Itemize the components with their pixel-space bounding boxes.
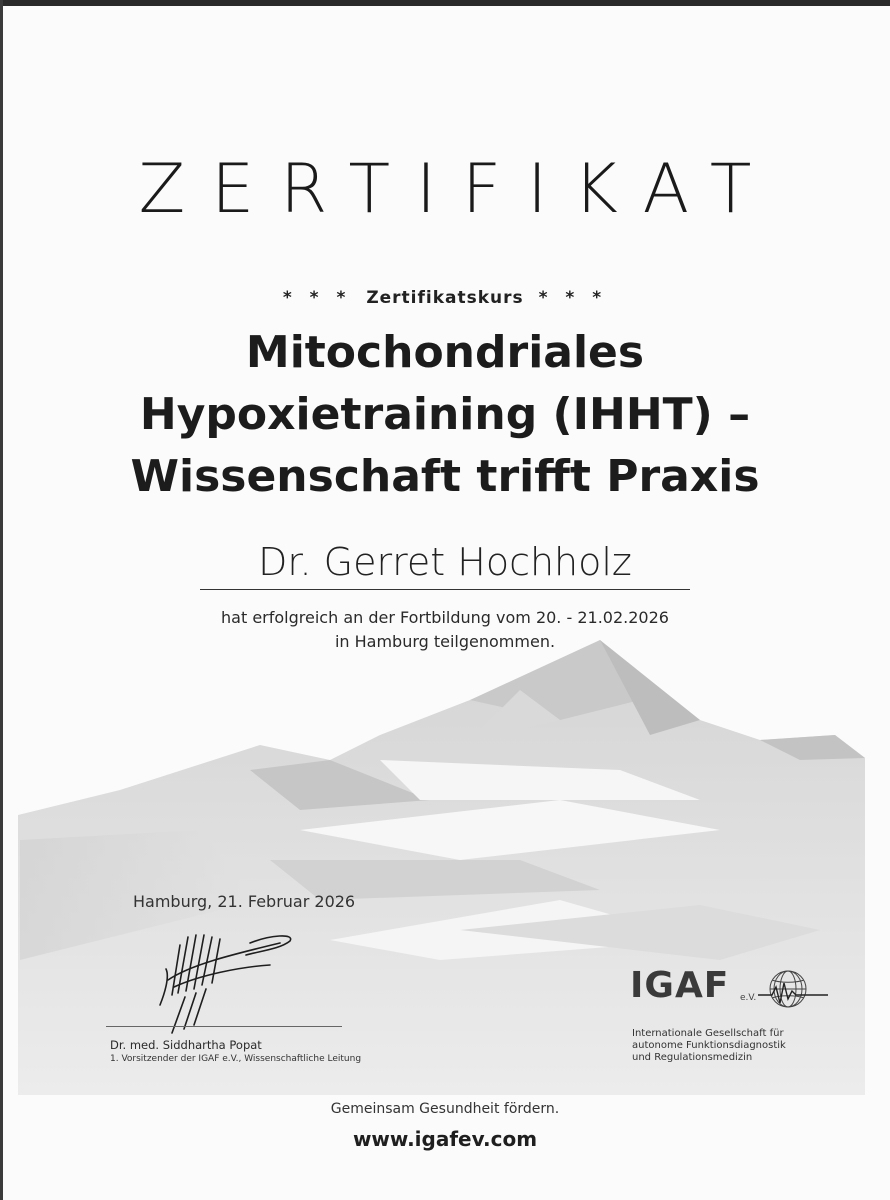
organization-line-3: und Regulationsmedizin (632, 1052, 753, 1063)
course-title (0, 322, 890, 508)
place-and-date: Hamburg, 21. Februar 2026 (133, 892, 356, 911)
organization-name (632, 1028, 786, 1064)
course-type-line (0, 288, 890, 308)
globe-pulse-icon (758, 965, 828, 1015)
description-line-2: in Hamburg teilgenommen. (334, 632, 556, 651)
footer-motto: Gemeinsam Gesundheit fördern. (330, 1101, 560, 1117)
stars-right: * * * (538, 288, 608, 308)
course-title-line-1: Mitochondriales (245, 327, 645, 378)
stars-left: * * * (282, 288, 352, 308)
logo-text: IGAF (630, 965, 730, 1006)
logo-suffix: e.V. (740, 993, 757, 1003)
signer-name: Dr. med. Siddhartha Popat (110, 1038, 262, 1052)
signer-role: 1. Vorsitzender der IGAF e.V., Wissenschaftliche Leitung (110, 1054, 362, 1064)
course-type: Zertifikatskurs (366, 288, 524, 308)
course-title-line-2: Hypoxietraining (IHHT) – (139, 389, 751, 440)
organization-line-2: autonome Funktionsdiagnostik (632, 1040, 786, 1051)
organization-line-1: Internationale Gesellschaft für (632, 1028, 784, 1039)
description-line-1: hat erfolgreich an der Fortbildung vom 20. - 21.02.2026 (221, 608, 669, 627)
recipient-underline (200, 589, 690, 590)
igaf-logo (630, 965, 830, 1025)
recipient-name: Dr. Gerret Hochholz (258, 540, 632, 584)
course-title-line-3: Wissenschaft trifft Praxis (130, 451, 760, 502)
certificate-title: ZERTIFIKAT (138, 150, 778, 229)
footer-website: www.igafev.com (352, 1127, 538, 1151)
handwritten-signature (150, 925, 300, 1035)
participation-description (0, 606, 890, 654)
signature-line (106, 1026, 342, 1027)
